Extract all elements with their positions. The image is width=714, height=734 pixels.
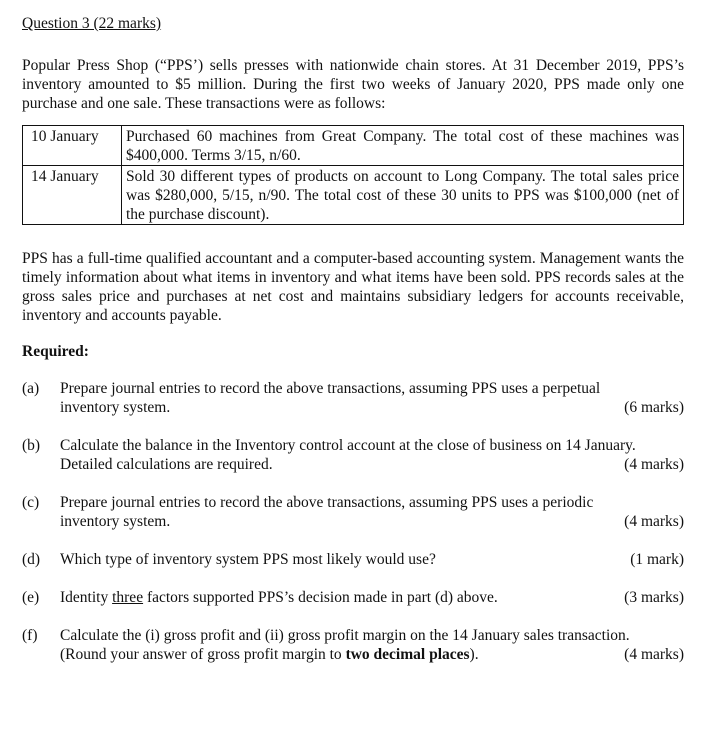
transaction-description: Sold 30 different types of products on account to Long Company. The total sales price was $280,000, 5/15, n/90. The total cost of these 30 units to PPS was $100,000 (net of the purchase discount). <box>122 166 684 225</box>
question-page <box>22 14 684 683</box>
part-a <box>22 379 684 417</box>
part-marks: (4 marks) <box>624 513 684 530</box>
transaction-date: 14 January <box>23 166 122 225</box>
part-marks: (1 mark) <box>630 551 684 568</box>
table-row <box>23 166 684 225</box>
part-text: Detailed calculations are required. <box>60 456 273 473</box>
part-text-segment: Identity <box>60 589 113 606</box>
part-label: (b) <box>22 437 41 454</box>
required-heading: Required: <box>22 343 89 360</box>
part-marks: (4 marks) <box>624 646 684 663</box>
part-text: inventory system. <box>60 399 171 416</box>
part-label: (c) <box>22 494 40 511</box>
question-title: Question 3 (22 marks) <box>22 15 162 32</box>
part-d <box>22 550 684 569</box>
part-b <box>22 436 684 474</box>
part-label: (a) <box>22 380 40 397</box>
intro-paragraph: Popular Press Shop (“PPS’) sells presses with nationwide chain stores. At 31 December 2019, PPS’s inventory amounted to $5 million. During the first two weeks of January 2020, PPS made only one purchase and one sale. These transactions were as follows: <box>22 57 684 112</box>
part-text-segment: (Round your answer of gross profit margin to <box>60 646 346 663</box>
part-text: inventory system. <box>60 513 171 530</box>
part-label: (f) <box>22 627 38 644</box>
bold-phrase: two decimal places <box>345 646 470 663</box>
part-label: (e) <box>22 589 40 606</box>
part-marks: (6 marks) <box>624 399 684 416</box>
part-text: Which type of inventory system PPS most likely would use? <box>60 551 436 568</box>
part-marks: (4 marks) <box>624 456 684 473</box>
part-text <box>60 588 498 607</box>
part-text: Prepare journal entries to record the above transactions, assuming PPS uses a perpetual <box>60 380 601 397</box>
part-e <box>22 588 684 607</box>
part-text <box>60 645 479 664</box>
table-row <box>23 126 684 166</box>
part-text-segment: ). <box>469 646 479 663</box>
part-text: Calculate the balance in the Inventory control account at the close of business on 14 January. <box>60 437 636 454</box>
transaction-date: 10 January <box>23 126 122 166</box>
transaction-description: Purchased 60 machines from Great Company. The total cost of these machines was $400,000. Terms 3/15, n/60. <box>122 126 684 166</box>
underlined-word: three <box>112 589 144 606</box>
transactions-table <box>22 125 684 225</box>
part-c <box>22 493 684 531</box>
background-paragraph: PPS has a full-time qualified accountant and a computer-based accounting system. Management wants the timely information about what items in inventory and what items have been sold. PPS records sales at the gross sales price and purchases at net cost and maintains subsidiary ledgers for accounts receivable, inventory and accounts payable. <box>22 250 684 324</box>
part-text: Prepare journal entries to record the above transactions, assuming PPS uses a periodic <box>60 494 594 511</box>
part-text: Calculate the (i) gross profit and (ii) gross profit margin on the 14 January sales transaction. <box>60 627 630 644</box>
part-text-segment: factors supported PPS’s decision made in part (d) above. <box>143 589 498 606</box>
part-marks: (3 marks) <box>624 589 684 606</box>
part-label: (d) <box>22 551 41 568</box>
part-f <box>22 626 684 664</box>
